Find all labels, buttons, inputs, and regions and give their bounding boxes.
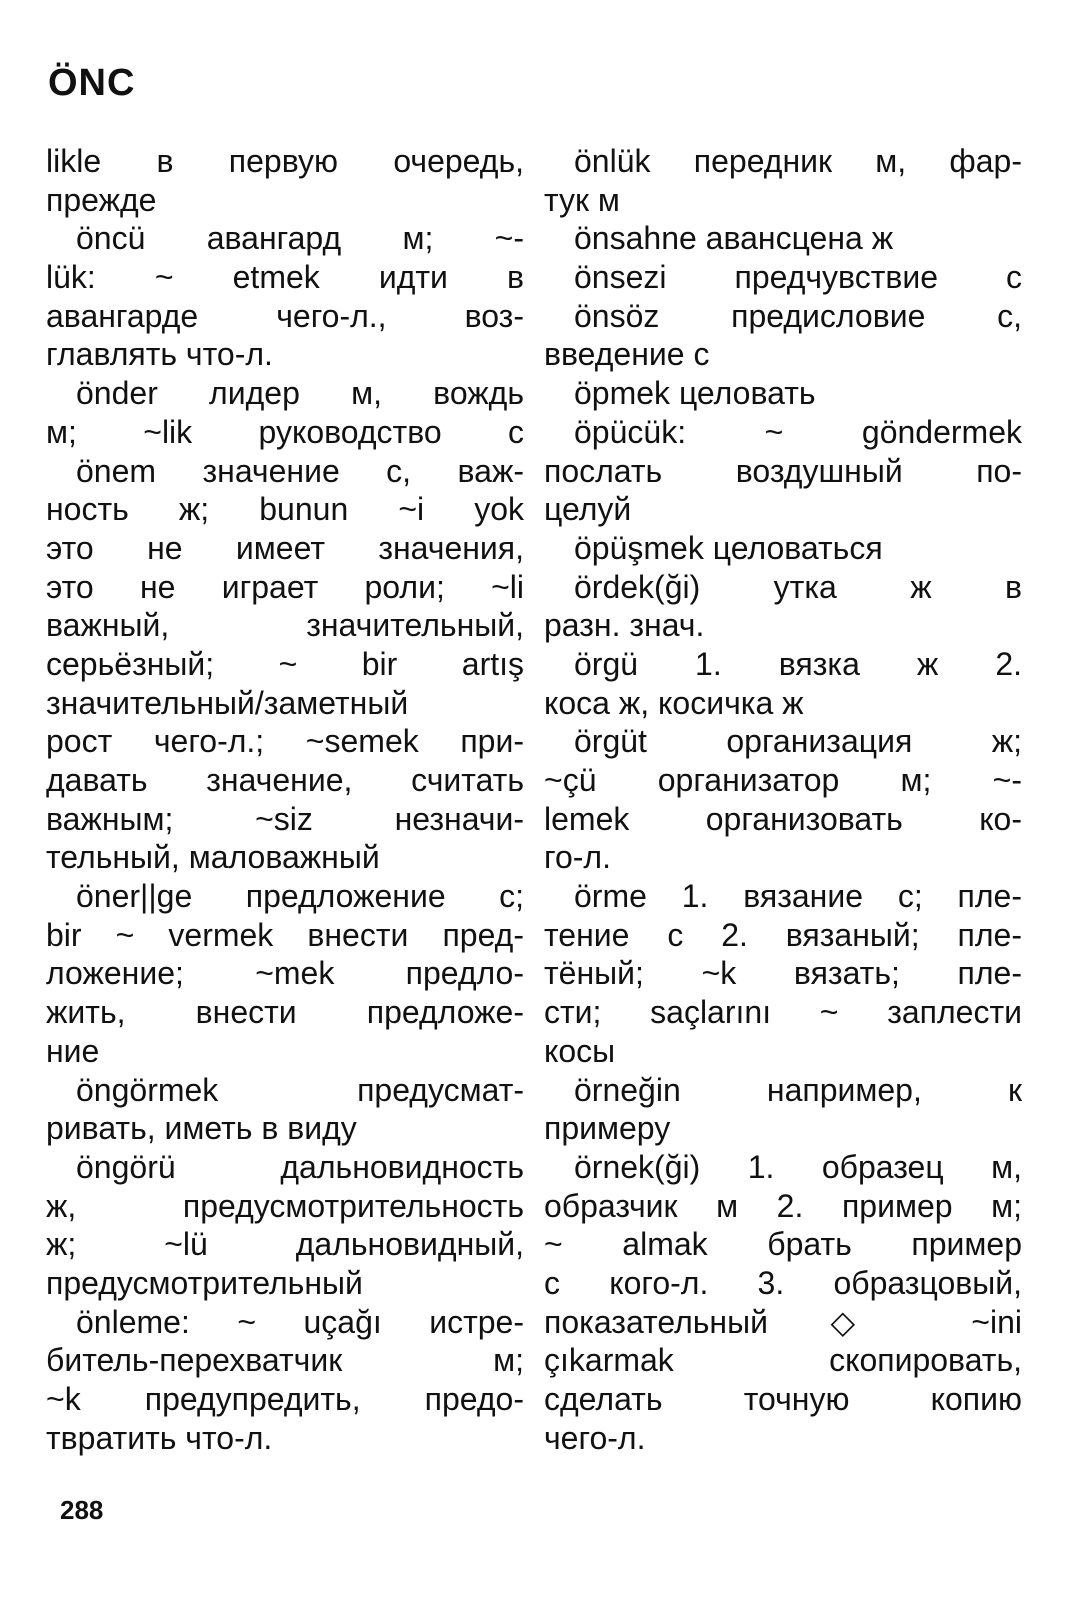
dictionary-line: önleme: ~ uçağı истре- bbox=[76, 1303, 524, 1340]
dictionary-line: lemek организовать ко- bbox=[544, 800, 1022, 837]
dictionary-line: önem значение с, важ- bbox=[76, 452, 524, 489]
dictionary-line: давать значение, считать bbox=[46, 762, 524, 798]
dictionary-line: ördek(ği) утка ж в bbox=[574, 568, 1022, 605]
dictionary-line: önsöz предисловие с, bbox=[574, 297, 1022, 334]
dictionary-line: тельный, маловажный bbox=[46, 839, 380, 876]
page-number: 288 bbox=[60, 1495, 104, 1525]
dictionary-line: ложение; ~mek предло- bbox=[46, 955, 524, 992]
dictionary-line: послать воздушный по- bbox=[544, 452, 1022, 489]
dictionary-line: öpüşmek целоваться bbox=[574, 529, 883, 566]
dictionary-line: прежде bbox=[46, 181, 157, 218]
dictionary-line: разн. знач. bbox=[544, 607, 705, 644]
dictionary-line: сти; saçlarını ~ заплести bbox=[544, 994, 1022, 1031]
dictionary-line: м; ~lik руководство с bbox=[46, 413, 524, 450]
dictionary-line: lük: ~ etmek идти в bbox=[46, 259, 524, 296]
left-column bbox=[46, 142, 524, 1457]
dictionary-line: ж, предусмотрительность bbox=[46, 1187, 524, 1224]
dictionary-line: ние bbox=[46, 1032, 100, 1069]
dictionary-line: авангарде чего-л., воз- bbox=[46, 297, 524, 334]
dictionary-line: показательный ◇ ~ini bbox=[544, 1303, 1022, 1340]
dictionary-line: ривать, иметь в виду bbox=[46, 1110, 357, 1147]
dictionary-line: öpücük: ~ göndermek bbox=[574, 413, 1022, 450]
dictionary-line: örme 1. вязание с; пле- bbox=[574, 878, 1022, 915]
dictionary-line: örgü 1. вязка ж 2. bbox=[574, 645, 1022, 682]
dictionary-line: ~k предупредить, предо- bbox=[46, 1381, 524, 1417]
dictionary-line: сделать точную копию bbox=[544, 1381, 1022, 1417]
dictionary-line: го-л. bbox=[544, 839, 611, 876]
dictionary-line: тёный; ~k вязать; пле- bbox=[544, 955, 1022, 992]
dictionary-line: главлять что-л. bbox=[46, 336, 273, 373]
dictionary-line: предусмотрительный bbox=[46, 1264, 363, 1301]
dictionary-line: чего-л. bbox=[544, 1419, 646, 1456]
dictionary-line: это не играет роли; ~li bbox=[46, 568, 524, 605]
dictionary-line: önlük передник м, фар- bbox=[574, 143, 1022, 179]
dictionary-line: öpmek целовать bbox=[574, 375, 816, 412]
dictionary-line: косы bbox=[544, 1032, 616, 1069]
dictionary-line: коса ж, косичка ж bbox=[544, 684, 804, 721]
dictionary-line: целуй bbox=[544, 491, 632, 528]
dictionary-line: ~ almak брать пример bbox=[544, 1226, 1022, 1263]
dictionary-line: с кого-л. 3. образцовый, bbox=[544, 1264, 1022, 1301]
dictionary-line: öner||ge предложение с; bbox=[76, 878, 524, 915]
dictionary-line: ж; ~lü дальновидный, bbox=[46, 1226, 524, 1263]
dictionary-line: битель-перехватчик м; bbox=[46, 1342, 524, 1379]
dictionary-line: твратить что-л. bbox=[46, 1419, 273, 1456]
dictionary-line: это не имеет значения, bbox=[46, 529, 524, 566]
dictionary-line: ность ж; bunun ~i yok bbox=[46, 491, 524, 528]
dictionary-line: örgüt организация ж; bbox=[574, 723, 1022, 760]
dictionary-line: likle в первую очередь, bbox=[46, 143, 524, 179]
dictionary-line: çıkarmak скопировать, bbox=[544, 1342, 1022, 1379]
dictionary-line: важным; ~siz незначи- bbox=[46, 800, 524, 837]
dictionary-line: значительный/заметный bbox=[46, 684, 409, 721]
dictionary-line: önsezi предчувствие с bbox=[574, 259, 1022, 296]
dictionary-line: önder лидер м, вождь bbox=[76, 375, 524, 412]
right-column bbox=[544, 142, 1022, 1457]
dictionary-line: bir ~ vermek внести пред- bbox=[46, 916, 524, 953]
dictionary-line: öncü авангард м; ~- bbox=[76, 220, 524, 257]
dictionary-line: önsahne авансцена ж bbox=[574, 220, 894, 257]
dictionary-line: введение с bbox=[544, 336, 710, 373]
dictionary-line: рост чего-л.; ~semek при- bbox=[46, 723, 524, 760]
dictionary-line: серьёзный; ~ bir artış bbox=[46, 645, 524, 682]
dictionary-line: образчик м 2. пример м; bbox=[544, 1187, 1022, 1224]
dictionary-line: важный, значительный, bbox=[46, 607, 524, 644]
dictionary-line: ~çü организатор м; ~- bbox=[544, 762, 1022, 798]
dictionary-line: örnek(ği) 1. образец м, bbox=[574, 1148, 1022, 1185]
dictionary-line: тение с 2. вязаный; пле- bbox=[544, 916, 1022, 953]
dictionary-line: тук м bbox=[544, 181, 620, 218]
running-head: ÖNC bbox=[48, 62, 136, 104]
dictionary-line: örneğin например, к bbox=[574, 1071, 1022, 1108]
dictionary-line: öngörmek предусмат- bbox=[76, 1071, 524, 1108]
dictionary-line: жить, внести предложе- bbox=[46, 994, 524, 1031]
dictionary-line: примеру bbox=[544, 1110, 671, 1147]
dictionary-line: öngörü дальновидность bbox=[76, 1148, 524, 1185]
